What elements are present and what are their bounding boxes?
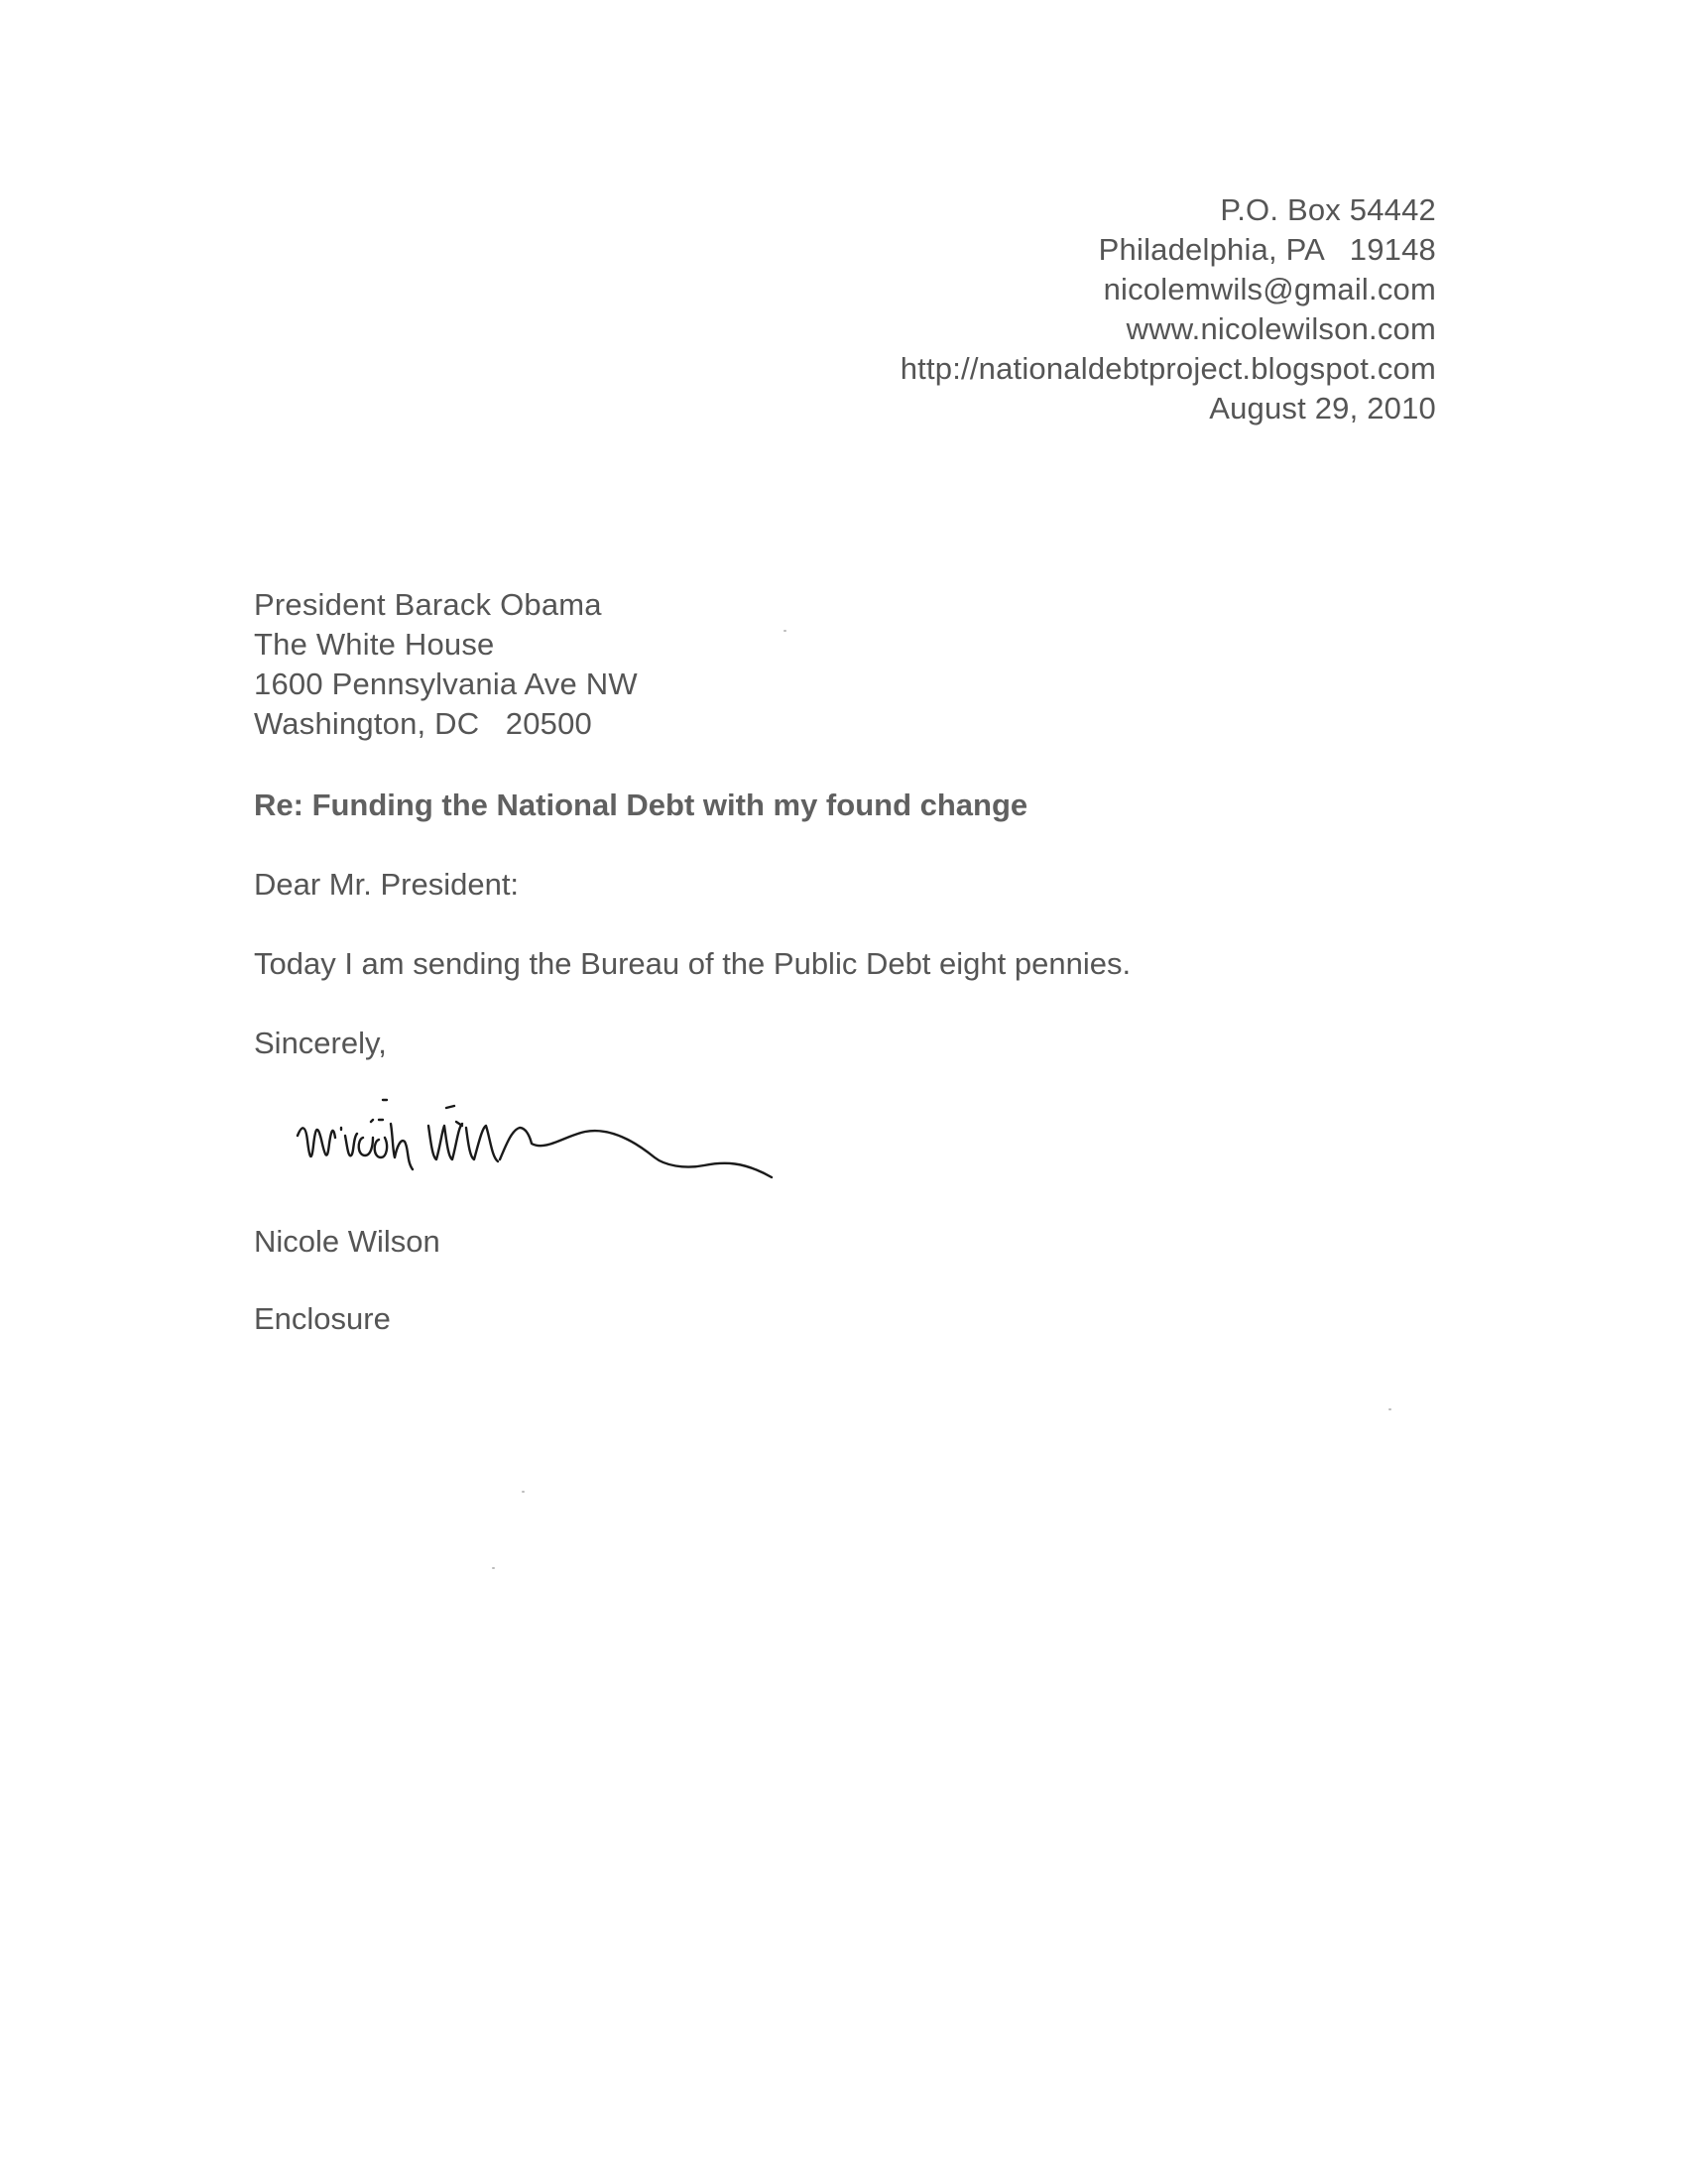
scan-speck [492,1567,495,1569]
recipient-address-block [254,585,638,744]
scan-speck [522,1491,525,1493]
recipient-city-state-zip: Washington, DC 20500 [254,706,592,741]
letter-body: Today I am sending the Bureau of the Public Debt eight pennies. [254,946,1132,981]
recipient-name: President Barack Obama [254,587,602,622]
recipient-street: 1600 Pennsylvania Ave NW [254,667,638,701]
sender-website: www.nicolewilson.com [1126,311,1436,346]
sender-po-box: P.O. Box 54442 [1220,192,1436,227]
subject-line: Re: Funding the National Debt with my found change [254,788,1028,822]
sender-blog-url: http://nationaldebtproject.blogspot.com [900,351,1436,386]
signer-name: Nicole Wilson [254,1224,440,1259]
scan-speck [783,630,786,632]
sender-address-block [901,190,1436,428]
closing: Sincerely, [254,1026,387,1060]
salutation: Dear Mr. President: [254,867,520,902]
recipient-organization: The White House [254,627,495,662]
sender-email: nicolemwils@gmail.com [1103,272,1436,306]
scan-speck [1388,1408,1391,1410]
enclosure-note: Enclosure [254,1301,391,1336]
letter-date: August 29, 2010 [1209,391,1436,425]
sender-city-state-zip: Philadelphia, PA 19148 [1098,232,1436,267]
handwritten-signature [288,1066,863,1225]
